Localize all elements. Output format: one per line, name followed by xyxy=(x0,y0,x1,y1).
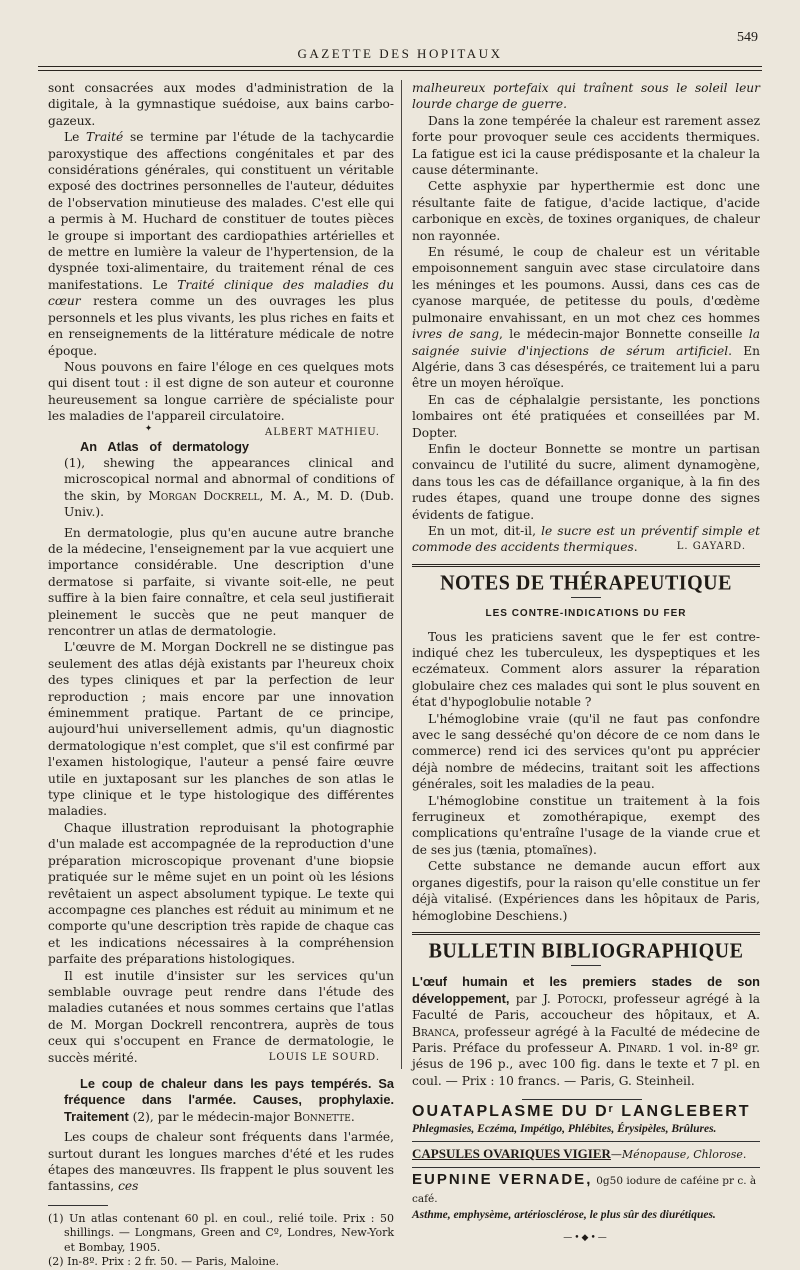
book-title: L'œuf humain et les premiers stades de son développement, xyxy=(412,974,760,1006)
paragraph: Les coups de chaleur sont fréquents dans l'armée, surtout durant les longues marches d'été et les rudes étapes des manœuvres. Ils frappent le plus souvent les fantassins, ces xyxy=(48,1130,394,1194)
footnote: (2) In-8º. Prix : 2 fr. 50. — Paris, Maloine. xyxy=(48,1255,280,1269)
running-title: GAZETTE DES HOPITAUX xyxy=(297,46,503,61)
paragraph: L'œuvre de M. Morgan Dockrell ne se distingue pas seulement des atlas déjà existants par l'heureux choix des types cliniques et par la perfection de leur reproduction ; mais encore par une innovation éminemment pratique. Partant de ce principe, aujourd'hui universellement admis, qu'un diagnostic dermatologique n'est complet, que s'il est confirmé par l'examen histologique, l'auteur a pensé faire œuvre utile en juxtaposant sur les planches de son atlas le type clinique et le type histologique des différentes maladies. xyxy=(48,640,394,819)
header-rule-bottom xyxy=(38,70,762,71)
paragraph: sont consacrées aux modes d'administration de la digitale, à la gymnastique suédoise, aux bains carbo-gazeux. xyxy=(48,81,394,128)
separator-star: ✦ xyxy=(144,423,153,434)
subsection-title: LES CONTRE-INDICATIONS DU FER xyxy=(485,608,687,620)
header-rule-top xyxy=(38,66,762,67)
advertisement-capsules xyxy=(412,1146,760,1163)
ad-brand: OUATAPLASME DU Dʳ LANGLEBERT xyxy=(412,1103,751,1121)
paragraph: En cas de céphalalgie persistante, les ponctions lombaires ont été pratiquées et conseillées par M. Dopter. xyxy=(412,392,760,440)
author-signature: LOUIS LE SOURD. xyxy=(268,1051,380,1063)
ad-text: Phlegmasies, Eczéma, Impétigo, Phlébites, Érysipèles, Brûlures. xyxy=(412,1122,717,1135)
article-heading: An Atlas of dermatology (1), shewing the appearances clinical and microscopical normal and abnormal of conditions of the skin, by Morgan Dockrell, M. A., M. D. (Dub. Univ.). xyxy=(64,438,395,520)
running-head xyxy=(40,30,760,60)
title-rule xyxy=(571,965,601,966)
footnote-rule xyxy=(48,1205,108,1206)
paragraph: Tous les praticiens savent que le fer est contre-indiqué chez les tuberculeux, les dyspeptiques et les eczémateux. Comment alors assurer la réparation globulaire chez ces malades qui sont le plus souvent en état d'hypoglobulie notable ? xyxy=(412,629,760,710)
ad-text: 0g50 iodure de caféine pr c. à café. xyxy=(412,1175,757,1205)
ad-rule xyxy=(412,1141,760,1142)
paragraph: Il est inutile d'insister sur les services qu'un semblable ouvrage peut rendre dans l'étude des maladies cutanées et nous sommes certains que l'atlas de M. Morgan Dockrell rencontrera, auprès de tous ceux qui s'occupent en France de dermatologie, le succès mérité. LOUIS LE SOURD. xyxy=(48,968,394,1065)
paragraph: Enfin le docteur Bonnette se montre un partisan convaincu de l'utilité du sucre, aliment dynamogène, dans tous les cas de défaillance organique, à la fin des rudes étapes, quand une troupe donne des signes évidents de fatigue. xyxy=(412,441,760,522)
article-heading: Le coup de chaleur dans les pays tempérés. Sa fréquence dans l'armée. Causes, prophylaxie. Traitement (2), par le médecin-major Bonnette. xyxy=(64,1075,394,1124)
paragraph: L'hémoglobine constitue un traitement à la fois ferrugineux et zomothérapique, exempt des complications qu'entraîne l'usage de la viande crue et de ses jus (tænia, ptomaïnes). xyxy=(412,793,760,857)
ad-rule xyxy=(412,1167,760,1168)
paragraph: Cette asphyxie par hyperthermie est donc une résultante faite de fatigue, d'acide lactique, d'acide carbonique en excès, de toxines organiques, de chaleur non rayonnée. xyxy=(412,179,760,243)
paragraph: Cette substance ne demande aucun effort aux organes digestifs, pour la raison qu'elle constitue un fer déjà vitalisé. (Expériences dans les hôpitaux de Paris, hémoglobine Deschiens.) xyxy=(412,859,760,923)
section-rule xyxy=(412,932,760,935)
paragraph: En résumé, le coup de chaleur est un véritable empoisonnement sanguin avec stase circulatoire dans les méninges et les poumons. Aussi, dans ces cas de cyanose marquée, de petitesse du pouls, d'œdème pulmonaire envahissant, en un mot chez ces hommes ivres de sang, le médecin-major Bonnette conseille la saignée suivie d'injections de sérum artificiel. En Algérie, dans 3 cas désespérés, ce traitement lui a paru être un moyen héroïque. xyxy=(412,245,760,391)
author-signature: ALBERT MATHIEU. xyxy=(265,426,380,438)
paragraph: Le Traité se termine par l'étude de la tachycardie paroxystique des affections congénitales et par des considérations générales, qui constituent un véritable exposé des doctrines personnelles de l'auteur, déduites de l'observation minutieuse des malades. C'est elle qui a permis à M. Huchard de constituer de toutes pièces le groupe si important des cardiopathies artérielles et de mettre en lumière la valeur de l'hypertension, de la dyspnée toxi-alimentaire, du traitement rénal de ces manifestations. Le Traité clinique des maladies du cœur restera comme un des ouvrages les plus personnels et les plus vivants, les plus riches en faits et en renseignements de la littérature médicale de notre époque. xyxy=(48,130,395,358)
ad-text: —Ménopause, Chlorose. xyxy=(610,1147,747,1161)
ornament: —•◆•— xyxy=(563,1232,609,1243)
paragraph: Nous pouvons en faire l'éloge en ces quelques mots qui disent tout : il est digne de son auteur et couronne heureusement sa longue carrière de spécialiste pour les maladies de l'appareil circulatoire. ALBERT MATHIEU. xyxy=(48,359,394,425)
bibliography-entry: L'œuf humain et les premiers stades de son développement, par J. Potocki, professeur agrégé à la Faculté de Paris, accoucheur des hôpitaux, et A. Branca, professeur agrégé à la Faculté de médecine de Paris. Préface du professeur A. Pinard. 1 vol. in-8º gr. jésus de 196 p., avec 100 fig. dans le texte et 7 pl. en coul. — Prix : 10 francs. — Paris, G. Steinheil. xyxy=(412,974,760,1088)
article-title: An Atlas of dermatology xyxy=(80,438,250,454)
ad-brand: CAPSULES OVARIQUES VIGIER xyxy=(412,1145,611,1161)
paragraph: malheureux portefaix qui traînent sous le soleil leur lourde charge de guerre. xyxy=(412,81,760,112)
paragraph: L'hémoglobine vraie (qu'il ne faut pas confondre avec le sang desséché qu'on décore de ce nom dans le commerce) rend ici des services qu'ont pu apprécier déjà nombre de médecins, traitant soit les affections générales, soit les maladies de la peau. xyxy=(412,711,760,792)
page-number: 549 xyxy=(737,30,758,45)
advertisement-ouataplasme xyxy=(412,1104,760,1137)
paragraph: Chaque illustration reproduisant la photographie d'un malade est accompagnée de la reproduction d'une préparation microscopique provenant d'une biopsie pratiquée sur le même sujet en un point où les lésions revêtaient un aspect absolument typique. Le texte qui accompagne ces planches est réduit au minimum et ne comporte qu'une description très rapide de chaque cas et les indications nécessaires à la compréhension parfaite des préparations histologiques. xyxy=(48,820,394,967)
column-divider xyxy=(401,80,402,1069)
ad-brand: EUPNINE VERNADE, xyxy=(412,1171,593,1189)
paragraph: En un mot, dit-il, le sucre est un préventif simple et commode des accidents thermiques. L. GAYARD. xyxy=(412,523,760,555)
author-signature: L. GAYARD. xyxy=(676,541,746,553)
right-column xyxy=(412,80,760,1246)
advertisement-eupnine xyxy=(412,1172,760,1223)
ad-rule xyxy=(522,1099,642,1100)
paragraph: En dermatologie, plus qu'en aucune autre branche de la médecine, l'enseignement par la vue acquiert une importance considérable. Une description d'une dermatose si parfaite, si vivante soit-elle, ne peut suffire à la bien faire connaître, et cela seul justifierait pleinement le succès que ne peut manquer de rencontrer un atlas de dermatologie. xyxy=(48,525,394,638)
article-title: Le coup de chaleur dans les pays tempérés. Sa fréquence dans l'armée. Causes, prophylaxie. Traitement xyxy=(64,1075,394,1124)
title-rule xyxy=(571,597,601,598)
footnote: (1) Un atlas contenant 60 pl. en coul., relié toile. Prix : 50 shillings. — Longmans, Green and Cº, Londres, New-York et Bombay, 1905. xyxy=(48,1211,394,1254)
section-title-notes: NOTES DE THÉRAPEUTIQUE xyxy=(440,571,732,595)
ad-text: Asthme, emphysème, artériosclérose, le plus sûr des diurétiques. xyxy=(412,1209,716,1222)
section-title-bulletin: BULLETIN BIBLIOGRAPHIQUE xyxy=(428,939,744,963)
paragraph: Dans la zone tempérée la chaleur est rarement assez forte pour provoquer seule ces accidents thermiques. La fatigue est ici la cause prédisposante et la chaleur la cause déterminante. xyxy=(412,113,760,178)
left-column xyxy=(48,80,394,1270)
section-rule xyxy=(412,564,760,567)
